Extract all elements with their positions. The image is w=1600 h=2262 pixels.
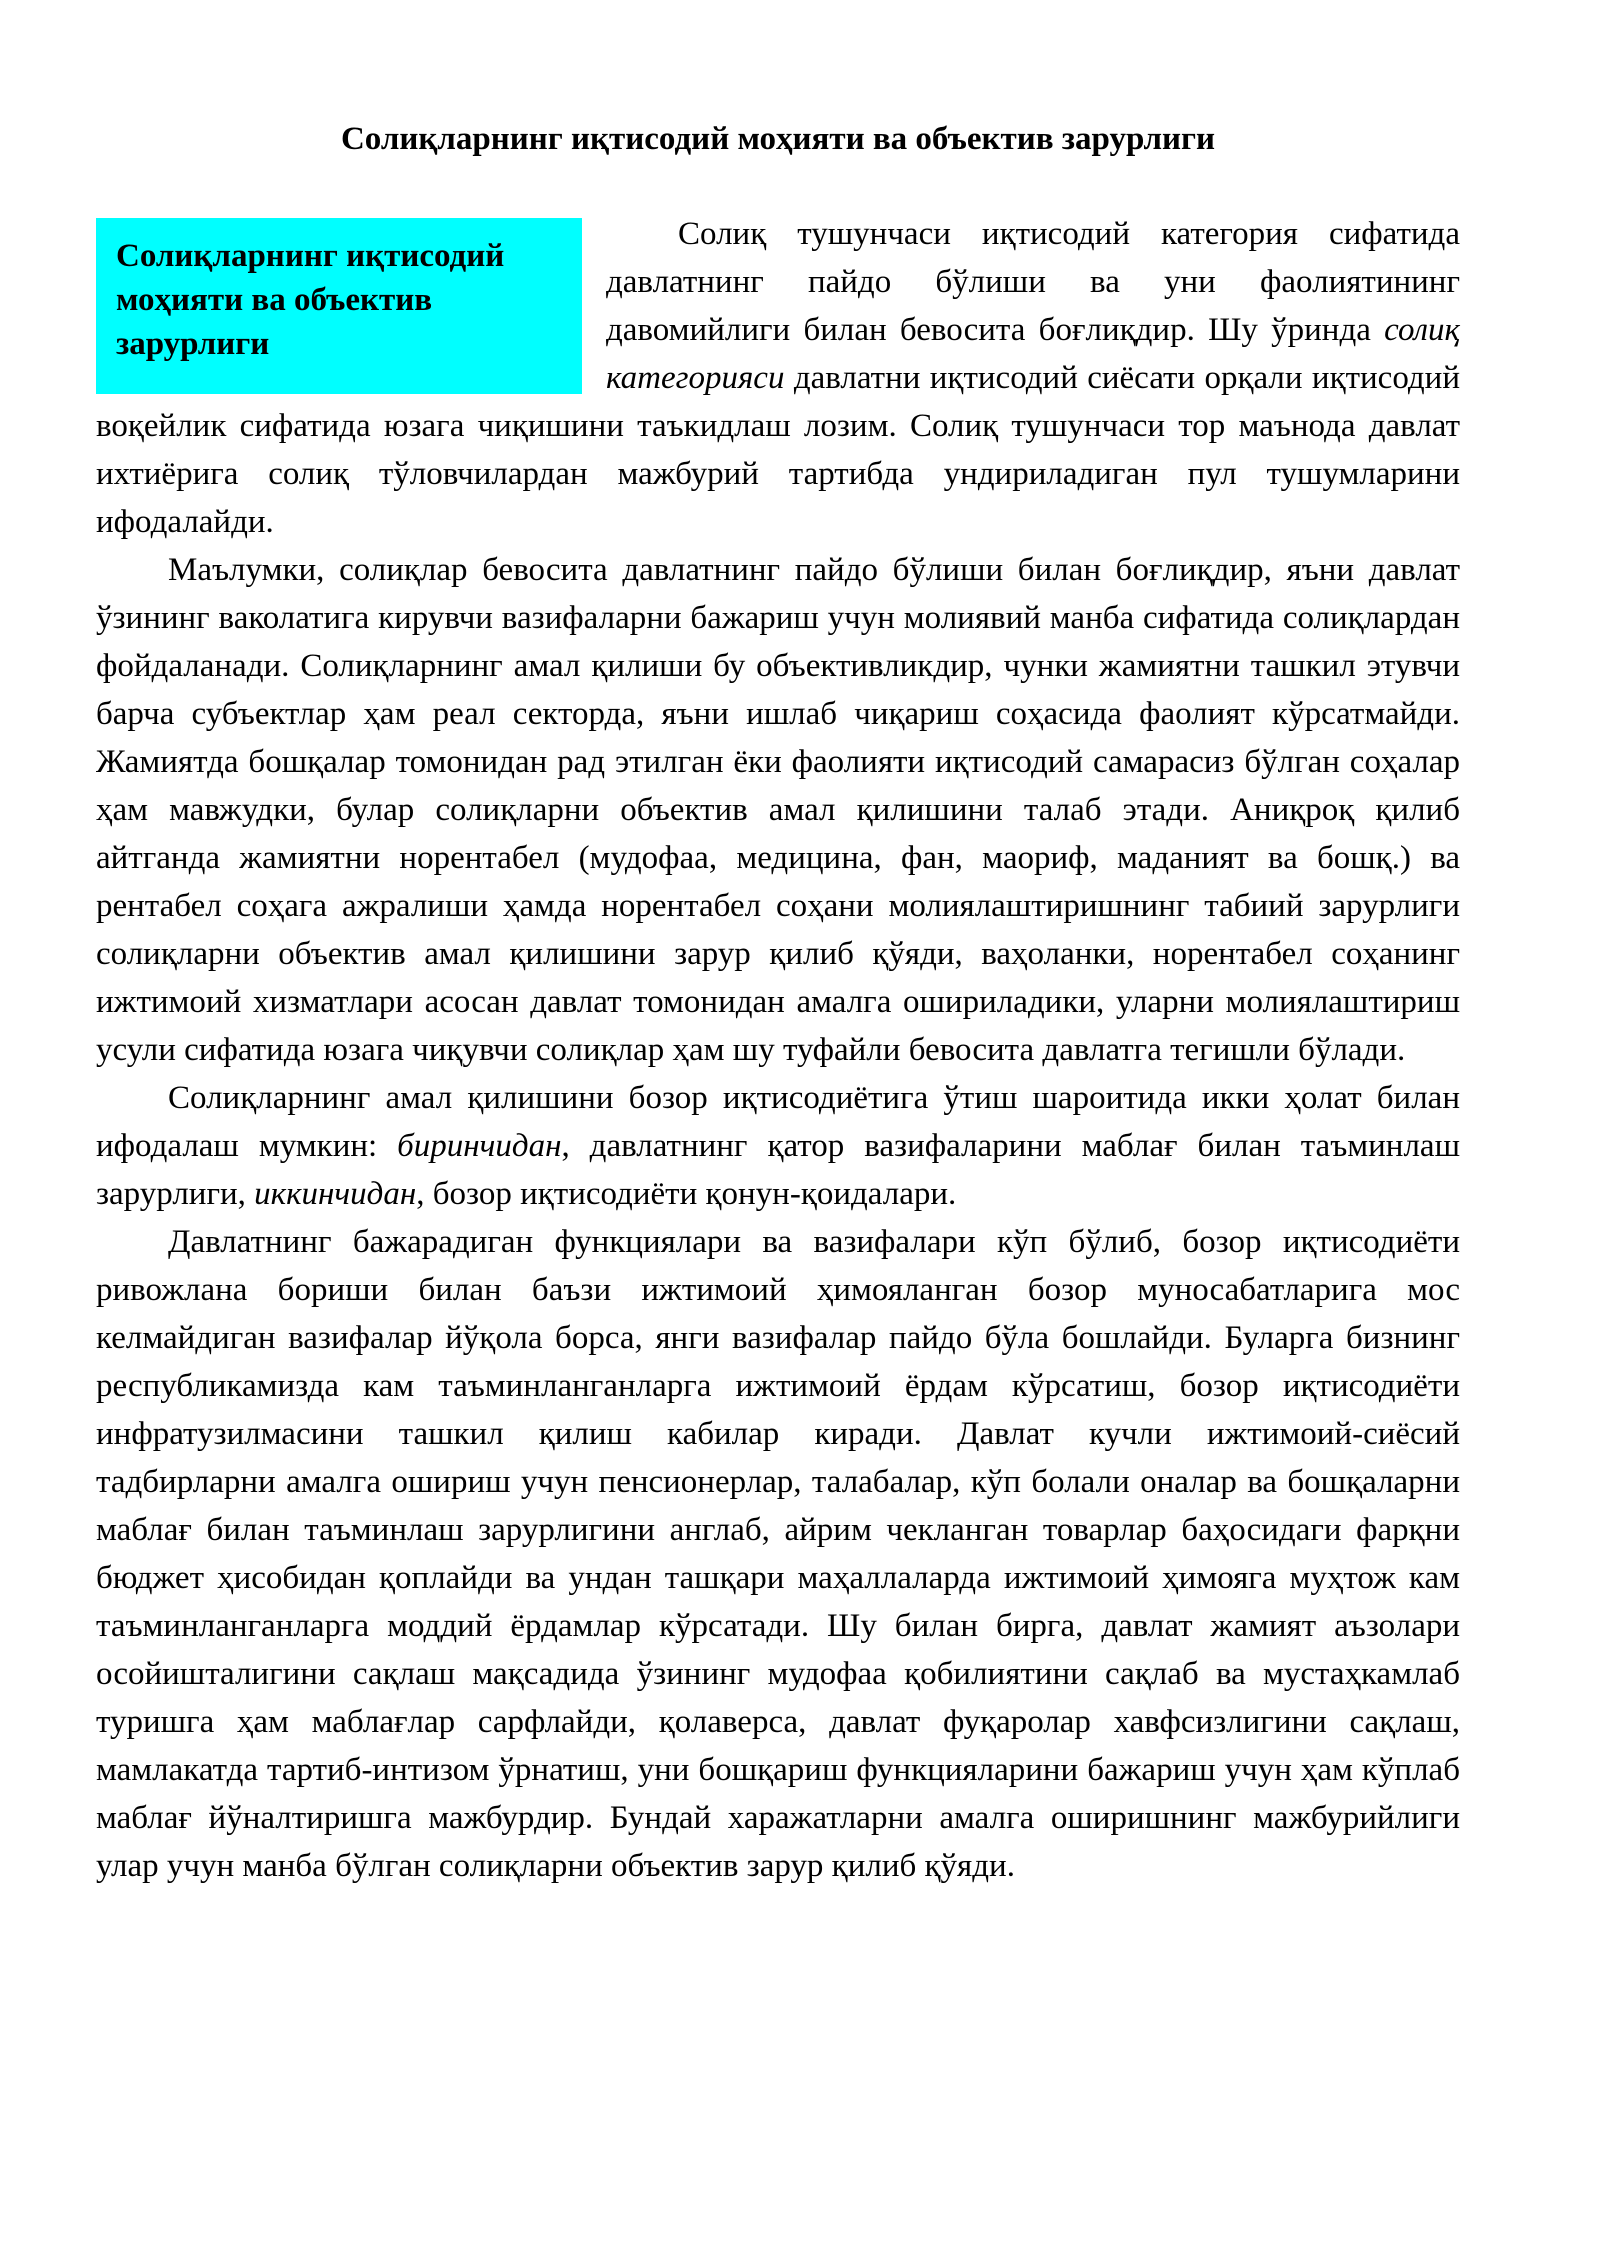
paragraph-3-text-a: Солиқларнинг амал қилишини бозор иқтисодиётига ўтиш шароитида икки ҳолат билан ифодалаш мумкин:: [96, 1080, 1460, 1164]
paragraph-3-emphasis-2: иккинчидан: [254, 1176, 417, 1212]
document-title: Солиқларнинг иқтисодий моҳияти ва объектив зарурлиги: [340, 121, 1216, 157]
paragraph-3: [96, 1074, 1460, 1218]
callout-box: Солиқларнинг иқтисодий моҳияти ва объектив зарурлиги: [96, 218, 582, 394]
paragraph-3-emphasis-1: биринчидан: [397, 1128, 562, 1164]
paragraph-1-emphasis: солиқ категорияси: [606, 312, 1460, 396]
paragraph-3-text-b: , давлатнинг қатор вазифаларини маблағ билан таъминлаш зарурлиги,: [96, 1128, 1460, 1212]
document-body: [96, 210, 1460, 1890]
paragraph-2: Маълумки, солиқлар бевосита давлатнинг пайдо бўлиши билан боғлиқдир, яъни давлат ўзининг ваколатига кирувчи вазифаларни бажариш учун молиявий манба сифатида солиқлардан фойдаланади. Солиқларнинг амал қилиши бу объективликдир, чунки жамиятни ташкил этувчи барча субъектлар ҳам реал секторда, яъни ишлаб чиқариш соҳасида фаолият кўрсатмайди. Жамиятда бошқалар томонидан рад этилган ёки фаолияти иқтисодий самарасиз бўлган соҳалар ҳам мавжудки, булар солиқларни объектив амал қилишини талаб этади. Аниқроқ қилиб айтганда жамиятни норентабел (мудофаа, медицина, фан, маориф, маданият ва бошқ.) ва рентабел соҳага ажралиши ҳамда норентабел соҳани молиялаштиришнинг табиий зарурлиги солиқларни объектив амал қилишини зарур қилиб қўяди, ваҳоланки, норентабел соҳанинг ижтимоий хизматлари асосан давлат томонидан амалга ошириладики, уларни молиялаштириш усули сифатида юзага чиқувчи солиқлар ҳам шу туфайли бевосита давлатга тегишли бўлади.: [96, 552, 1460, 1068]
paragraph-4: Давлатнинг бажарадиган функциялари ва вазифалари кўп бўлиб, бозор иқтисодиёти ривожлана бориши билан баъзи ижтимоий ҳимояланган бозор муносабатларига мос келмайдиган вазифалар йўқола борса, янги вазифалар пайдо бўла бошлайди. Буларга бизнинг республикамизда кам таъминланганларга ижтимоий ёрдам кўрсатиш, бозор иқтисодиёти инфратузилмасини ташкил қилиш кабилар киради. Давлат кучли ижтимоий-сиёсий тадбирларни амалга ошириш учун пенсионерлар, талабалар, кўп болали оналар ва бошқаларни маблағ билан таъминлаш зарурлигини англаб, айрим чекланган товарлар баҳосидаги фарқни бюджет ҳисобидан қоплайди ва ундан ташқари маҳаллаларда ижтимоий ҳимояга муҳтож кам таъминланганларга моддий ёрдамлар кўрсатади. Шу билан бирга, давлат жамият аъзолари осойишталигини сақлаш мақсадида ўзининг мудофаа қобилиятини сақлаб ва мустаҳкамлаб туришга ҳам маблағлар сарфлайди, қолаверса, давлат фуқаролар хавфсизлигини сақлаш, мамлакатда тартиб-интизом ўрнатиш, уни бошқариш функцияларини бажариш учун ҳам кўплаб маблағ йўналтиришга мажбурдир. Бундай харажатларни амалга оширишнинг мажбурийлиги улар учун манба бўлган солиқларни объектив зарур қилиб қўяди.: [96, 1224, 1460, 1884]
paragraph-1-text-a: Солиқ тушунчаси иқтисодий категория сифатида давлатнинг пайдо бўлиши ва уни фаолиятининг давомийлиги билан бевосита боғлиқдир. Шу ўринда: [606, 216, 1460, 348]
paragraph-3-text-c: , бозор иқтисодиёти қонун-қоидалари.: [416, 1176, 957, 1212]
paragraph-1-text-b: давлатни иқтисодий сиёсати орқали иқтисодий воқейлик сифатида юзага чиқишини таъкидлаш лозим. Солиқ тушунчаси тор маънода давлат ихтиёрига солиқ тўловчилардан мажбурий тартибда ундириладиган пул тушумларини ифодалайди.: [96, 360, 1460, 540]
